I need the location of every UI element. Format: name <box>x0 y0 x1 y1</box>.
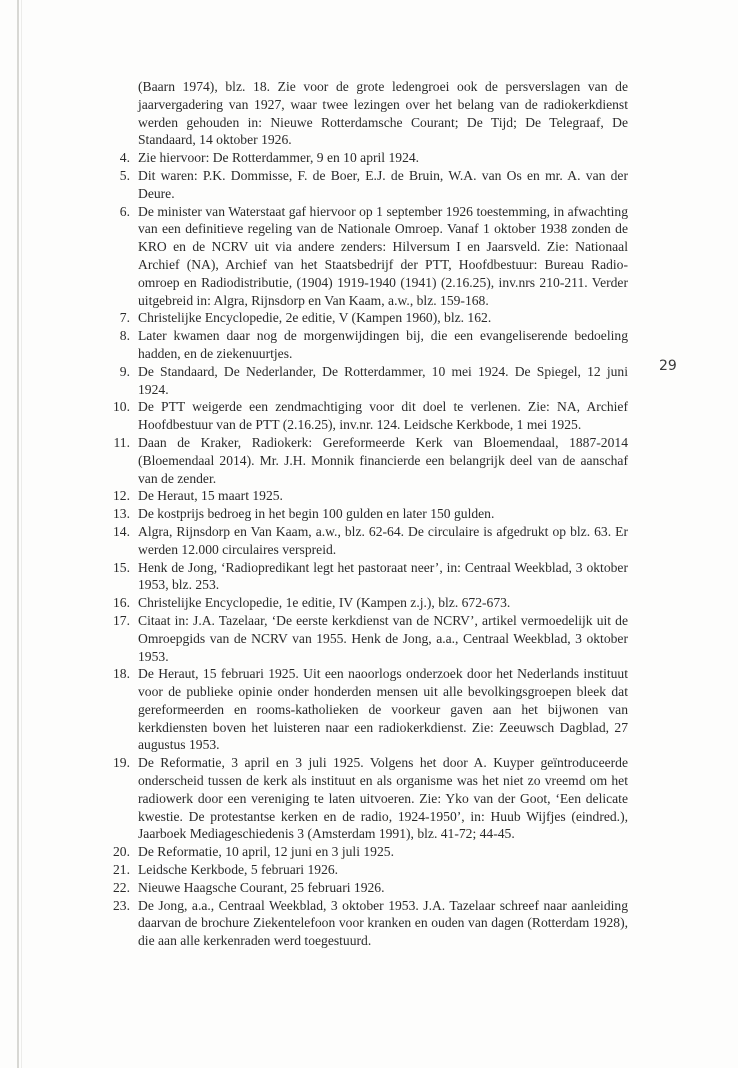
endnote <box>108 594 628 612</box>
endnote-text: Leidsche Kerkbode, 5 februari 1926. <box>138 862 339 878</box>
endnote-number: 10. <box>113 399 130 415</box>
endnotes-list <box>108 78 628 950</box>
endnote-text: De Jong, a.a., Centraal Weekblad, 3 oktober 1953. J.A. Tazelaar schreef naar aanleiding daarvan de brochure Ziekentelefoon voor kranken en ouden van dagen (Rotterdam 1928), die aan alle kerkenraden werd toegestuurd. <box>138 897 628 949</box>
endnote-number: 5. <box>119 167 130 183</box>
endnote-number: 23. <box>113 897 130 913</box>
endnote <box>108 309 628 327</box>
endnote <box>108 149 628 167</box>
endnote-continued <box>108 78 628 149</box>
endnote-text: De Reformatie, 3 april en 3 juli 1925. Volgens het door A. Kuyper geïntroduceerde onderscheid tussen de kerk als instituut en als organisme was het niet zo vreemd om het radiowerk door een vereniging te laten uitvoeren. Zie: Yko van der Goot, ‘Een delicate kwestie. De protestantse kerken en de radio, 1924-1950’, in: Huub Wijfjes (eindred.), Jaarboek Mediageschiedenis 3 (Amsterdam 1991), blz. 41-72; 44-45. <box>138 755 628 842</box>
binding-edge <box>17 0 19 1068</box>
endnote-text: Christelijke Encyclopedie, 2e editie, V (Kampen 1960), blz. 162. <box>138 310 492 326</box>
endnote-text: Later kwamen daar nog de morgenwijdingen bij, die een evangeliserende bedoeling hadden, en de ziekenuurtjes. <box>138 328 628 361</box>
endnote-text: Zie hiervoor: De Rotterdammer, 9 en 10 april 1924. <box>138 150 420 166</box>
endnote <box>108 203 628 310</box>
endnote-text: De kostprijs bedroeg in het begin 100 gulden en later 150 gulden. <box>138 506 495 522</box>
endnote <box>108 559 628 595</box>
endnote-text: (Baarn 1974), blz. 18. Zie voor de grote ledengroei ook de persverslagen van de jaarvergadering van 1927, waar twee lezingen over het belang van de radiokerkdienst werden gehouden in: Nieuwe Rotterdamsche Courant; De Tijd; De Telegraaf, De Standaard, 14 oktober 1926. <box>138 79 628 148</box>
endnote <box>108 487 628 505</box>
endnote-number: 9. <box>119 363 130 379</box>
endnote <box>108 434 628 487</box>
endnote-number: 21. <box>113 862 130 878</box>
endnote <box>108 665 628 754</box>
endnote-text: Nieuwe Haagsche Courant, 25 februari 1926. <box>138 879 385 895</box>
endnote-number: 4. <box>119 150 130 166</box>
endnote <box>108 523 628 559</box>
endnote-text: Henk de Jong, ‘Radiopredikant legt het pastoraat neer’, in: Centraal Weekblad, 3 oktober 1953, blz. 253. <box>138 559 628 593</box>
endnote-text: Citaat in: J.A. Tazelaar, ‘De eerste kerkdienst van de NCRV’, artikel vermoedelijk uit de Omroepgids van de NCRV van 1955. Henk de Jong, a.a., Centraal Weekblad, 3 oktober 1953. <box>138 612 628 664</box>
endnote-number: 8. <box>119 328 130 344</box>
endnote <box>108 327 628 363</box>
endnote <box>108 363 628 399</box>
endnote-text: De Reformatie, 10 april, 12 juni en 3 juli 1925. <box>138 844 394 860</box>
binding-edge-shadow <box>21 0 22 1068</box>
endnote <box>108 612 628 665</box>
endnote-text: Daan de Kraker, Radiokerk: Gereformeerde Kerk van Bloemendaal, 1887-2014 (Bloemendaal 2014). Mr. J.H. Monnik financierde een belangrijk deel van de aanschaf van de zender. <box>138 434 628 486</box>
endnote-number: 17. <box>113 612 130 628</box>
endnote-number: 20. <box>113 844 130 860</box>
endnote <box>108 897 628 950</box>
endnote-number: 22. <box>113 879 130 895</box>
endnote-text: De PTT weigerde een zendmachtiging voor dit doel te verlenen. Zie: NA, Archief Hoofdbestuur van de PTT (2.16.25), inv.nr. 124. Leidsche Kerkbode, 1 mei 1925. <box>138 399 628 433</box>
endnote-text: Algra, Rijnsdorp en Van Kaam, a.w., blz. 62-64. De circulaire is afgedrukt op blz. 63. Er werden 12.000 circulaires verspreid. <box>138 523 628 557</box>
page-number: 29 <box>659 358 677 374</box>
endnote-number <box>108 78 138 149</box>
endnote-number: 6. <box>119 203 130 219</box>
endnote <box>108 398 628 434</box>
endnote <box>108 879 628 897</box>
endnote-number: 11. <box>113 434 130 450</box>
endnote-number: 19. <box>113 755 130 771</box>
endnote-number: 7. <box>119 310 130 326</box>
endnote-text: De Standaard, De Nederlander, De Rotterdammer, 10 mei 1924. De Spiegel, 12 juni 1924. <box>138 363 628 397</box>
endnote-number: 13. <box>113 506 130 522</box>
endnote-text: De Heraut, 15 maart 1925. <box>138 488 283 504</box>
endnote-text: Christelijke Encyclopedie, 1e editie, IV (Kampen z.j.), blz. 672-673. <box>138 595 511 611</box>
endnote-text: De Heraut, 15 februari 1925. Uit een naoorlogs onderzoek door het Nederlands instituut voor de publieke opinie onder honderden mensen uit alle bevolkingsgroepen bleek dat gereformeerden en rooms-katholieken de voorkeur gaven aan het bijwonen van kerkdiensten boven het luisteren naar een radiokerkdienst. Zie: Zeeuwsch Dagblad, 27 augustus 1953. <box>138 666 628 753</box>
endnote <box>108 861 628 879</box>
endnote-number: 18. <box>113 666 130 682</box>
endnote-number: 12. <box>113 488 130 504</box>
endnote-number: 14. <box>113 523 130 539</box>
endnote-text: De minister van Waterstaat gaf hiervoor op 1 september 1926 toestemming, in afwachting van een definitieve regeling van de Nationale Omroep. Vanaf 1 oktober 1938 zonden de KRO en de NCRV uit via andere zenders: Hilversum I en Jaarsveld. Zie: Nationaal Archief (NA), Archief van het Staatsbedrijf der PTT, Hoofdbestuur: Bureau Radio-omroep en Radiodistributie, (1904) 1919-1940 (1941) (2.16.25), inv.nrs 210-211. Verder uitgebreid in: Algra, Rijnsdorp en Van Kaam, a.w., blz. 159-168. <box>138 203 628 308</box>
endnote-number: 15. <box>113 559 130 575</box>
endnote <box>108 843 628 861</box>
endnote <box>108 505 628 523</box>
endnote-text: Dit waren: P.K. Dommisse, F. de Boer, E.J. de Bruin, W.A. van Os en mr. A. van der Deure. <box>138 167 628 201</box>
endnote <box>108 167 628 203</box>
endnote-number: 16. <box>113 595 130 611</box>
endnote <box>108 754 628 843</box>
